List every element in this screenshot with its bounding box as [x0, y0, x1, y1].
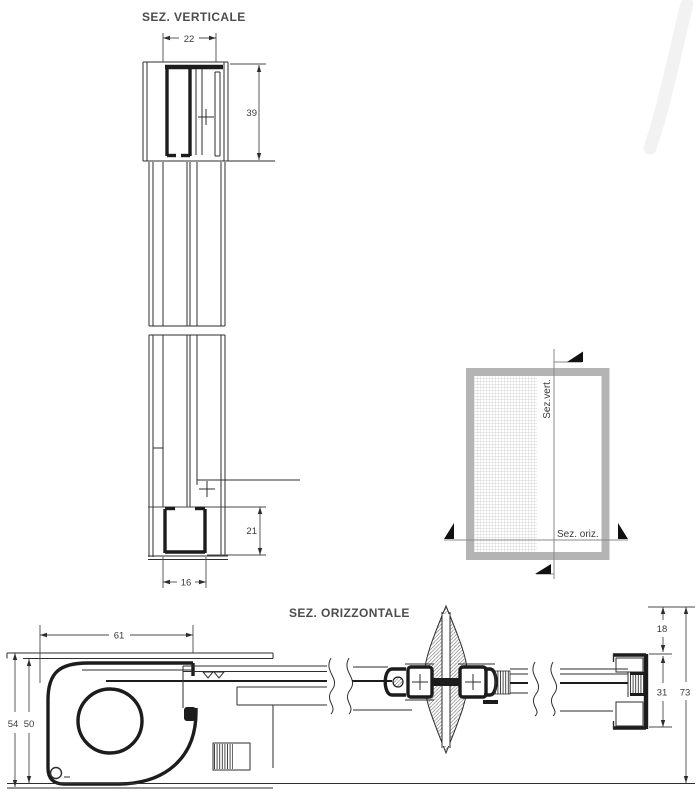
- fabric-break-2: [533, 662, 557, 716]
- guide-brush: [630, 673, 644, 696]
- dim-label-50: 50: [23, 719, 35, 730]
- dim-guide-offset-18: [648, 607, 695, 654]
- roller-tube: [78, 689, 142, 753]
- horizontal-cut-label: Sez. oriz.: [557, 529, 599, 540]
- mounting-plate: [7, 653, 273, 659]
- vertical-cut-line: [535, 349, 583, 579]
- watermark-arc: [650, 4, 687, 148]
- dim-label-39: 39: [246, 108, 257, 119]
- vertical-section-title: SEZ. VERTICALE: [142, 10, 246, 24]
- dim-bottom-height-21: [246, 507, 262, 555]
- fabric-exit-assembly: [106, 666, 327, 770]
- axis-cross-top: [198, 109, 214, 125]
- fabric-break-1: [329, 658, 353, 714]
- horizontal-section: [7, 606, 695, 788]
- vertical-section: [142, 10, 300, 589]
- exit-roller-pin: [51, 768, 62, 779]
- dim-depth-50: [24, 659, 35, 783]
- key-plan: [444, 349, 628, 579]
- dim-label-18: 18: [656, 624, 668, 635]
- axis-cross-bottom: [199, 481, 215, 497]
- cut-arrow-bottom: [535, 564, 551, 574]
- vertical-cut-label: Sez.vert.: [542, 379, 553, 419]
- dim-bottom-width-16: [163, 557, 206, 589]
- clamp-pin: [393, 677, 403, 687]
- clamp-brush: [495, 671, 510, 694]
- dim-label-61: 61: [113, 630, 125, 642]
- dim-top-width-22: [163, 33, 216, 62]
- horizontal-section-title: SEZ. ORIZZONTALE: [289, 606, 410, 620]
- dim-total-depth-73: [680, 607, 691, 783]
- fabric-mid-segment: [352, 667, 412, 710]
- dim-top-height-39: [230, 64, 266, 160]
- bottom-profile: [148, 480, 300, 560]
- dim-label-16: 16: [180, 577, 192, 589]
- fabric-right-segment: [510, 662, 628, 716]
- dim-label-54: 54: [7, 719, 19, 730]
- side-guide-profile: [613, 654, 646, 729]
- cut-arrow-left: [444, 523, 454, 539]
- guide-shaft-upper: [149, 162, 225, 326]
- dim-cassette-width-61: [40, 625, 193, 683]
- mesh-panel: [474, 376, 537, 552]
- dim-label-31: 31: [656, 687, 668, 699]
- cut-arrow-top: [567, 352, 583, 363]
- slot-lip: [184, 707, 196, 721]
- dim-depth-54: [8, 653, 19, 787]
- dim-label-22: 22: [183, 34, 195, 45]
- cut-arrow-right: [618, 523, 628, 539]
- clamp-neck: [430, 678, 462, 686]
- dim-guide-depth-31: [649, 656, 672, 727]
- dim-label-73: 73: [679, 687, 691, 699]
- dim-label-21: 21: [246, 526, 257, 537]
